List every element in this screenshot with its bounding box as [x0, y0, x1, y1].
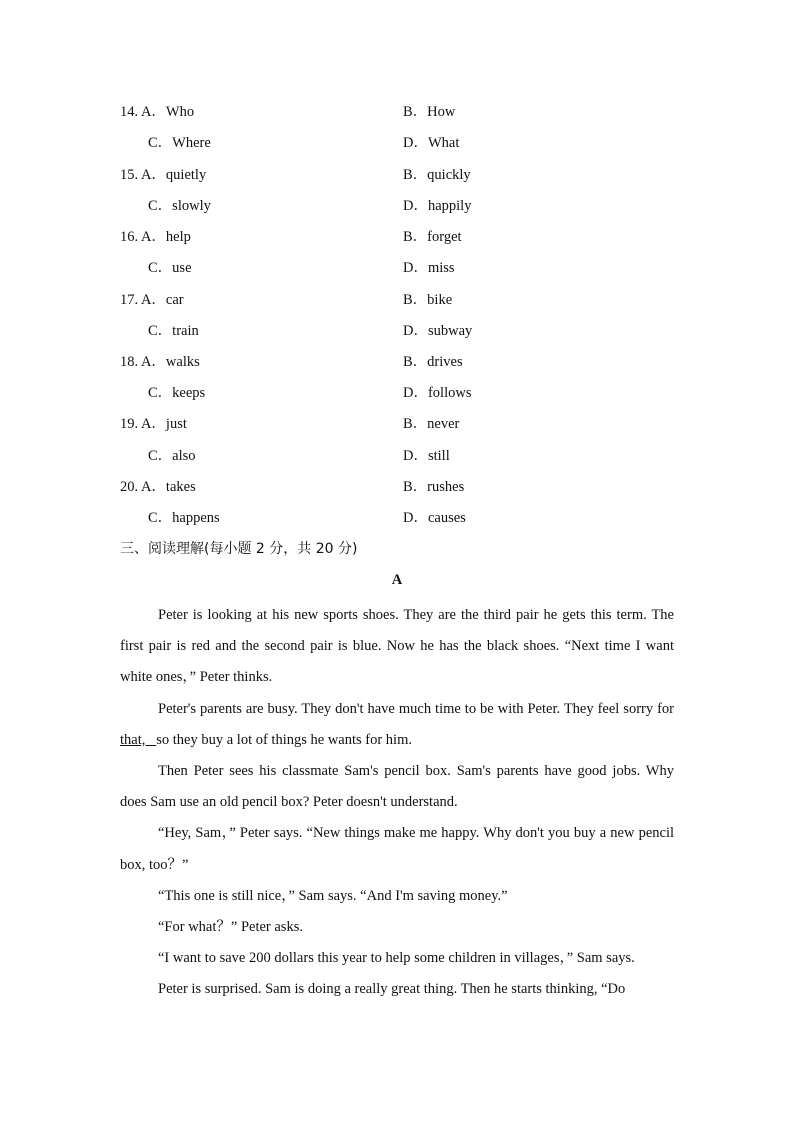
question-20-row-2	[0, 508, 794, 528]
paragraph-text: Peter's parents are busy. They don't have much time to be with Peter. They feel sorry for	[158, 700, 674, 717]
underlined-word: that,	[120, 731, 149, 748]
passage-body	[120, 600, 674, 1006]
passage-paragraph-2	[120, 694, 674, 756]
option-text: Who	[165, 104, 195, 120]
question-19-row-2	[0, 446, 794, 466]
question-18-option-c: C．keeps	[148, 385, 206, 401]
question-number: 20. A．	[120, 479, 166, 495]
question-15-option-c: C．slowly	[148, 198, 211, 214]
question-15-row-2	[0, 196, 794, 216]
passage-paragraph-8: Peter is surprised. Sam is doing a really great thing. Then he starts thinking, “Do	[158, 981, 626, 998]
question-15-row-1	[0, 165, 794, 185]
question-18-option-a	[120, 352, 200, 372]
question-15-option-d: D．happily	[403, 198, 472, 214]
question-15-option-b: B．quickly	[403, 167, 471, 183]
question-17-row-1	[0, 290, 794, 310]
question-20-option-a	[120, 477, 196, 497]
option-text: quietly	[165, 167, 207, 183]
passage-paragraph-7: “I want to save 200 dollars this year to help some children in villages，” Sam says.	[158, 950, 635, 967]
question-18-option-d: D．follows	[403, 385, 472, 401]
question-17-option-a	[120, 290, 184, 310]
question-17-option-d: D．subway	[403, 323, 473, 339]
question-19-row-1	[0, 414, 794, 434]
option-text: help	[165, 229, 191, 245]
question-20-option-d: D．causes	[403, 510, 466, 526]
question-15-option-a	[120, 165, 206, 185]
question-number: 16. A．	[120, 229, 166, 245]
question-14-option-a	[120, 102, 194, 122]
question-19-option-b: B．never	[403, 416, 460, 432]
paragraph-text: so they buy a lot of things he wants for him.	[156, 731, 412, 748]
option-text: takes	[165, 479, 196, 495]
question-number: 19. A．	[120, 416, 166, 432]
question-14-option-d: D．What	[403, 135, 460, 151]
question-17-option-c: C．train	[148, 323, 199, 339]
question-16-option-a	[120, 227, 191, 247]
question-19-option-a	[120, 414, 187, 434]
passage-paragraph-3: Then Peter sees his classmate Sam's pencil box. Sam's parents have good jobs. Why does Sam use an old pencil box? Peter doesn't understand.	[120, 763, 674, 811]
question-16-option-c: C．use	[148, 260, 192, 276]
question-20-option-c: C．happens	[148, 510, 220, 526]
question-16-row-1	[0, 227, 794, 247]
question-number: 14. A．	[120, 104, 166, 120]
question-14-option-c: C．Where	[148, 135, 211, 151]
question-17-option-b: B．bike	[403, 292, 453, 308]
question-20-option-b: B．rushes	[403, 479, 465, 495]
question-18-row-1	[0, 352, 794, 372]
question-number: 15. A．	[120, 167, 166, 183]
passage-paragraph-6: “For what？” Peter asks.	[158, 919, 303, 936]
question-19-option-c: C．also	[148, 448, 196, 464]
question-number: 17. A．	[120, 292, 166, 308]
question-14-row-2	[0, 133, 794, 153]
section-heading-reading: 三、阅读理解(每小题 2 分，共 20 分)	[120, 541, 358, 557]
question-20-row-1	[0, 477, 794, 497]
question-19-option-d: D．still	[403, 448, 450, 464]
passage-title: A	[391, 572, 403, 588]
question-17-row-2	[0, 321, 794, 341]
option-text: walks	[165, 354, 200, 370]
question-16-option-d: D．miss	[403, 260, 455, 276]
question-16-option-b: B．forget	[403, 229, 462, 245]
question-18-row-2	[0, 383, 794, 403]
option-text: just	[165, 416, 187, 432]
question-16-row-2	[0, 258, 794, 278]
question-14-option-b: B．How	[403, 104, 456, 120]
option-text: car	[165, 292, 184, 308]
passage-paragraph-1: Peter is looking at his new sports shoes. They are the third pair he gets this term. The first pair is red and the second pair is blue. Now he has the black shoes. “Next time I want white ones，” Peter thinks.	[120, 607, 674, 686]
question-14-row-1	[0, 102, 794, 122]
question-18-option-b: B．drives	[403, 354, 463, 370]
passage-paragraph-4: “Hey, Sam，” Peter says. “New things make me happy. Why don't you buy a new pencil box, too？”	[120, 825, 674, 873]
question-number: 18. A．	[120, 354, 166, 370]
passage-paragraph-5: “This one is still nice，” Sam says. “And I'm saving money.”	[158, 887, 508, 904]
